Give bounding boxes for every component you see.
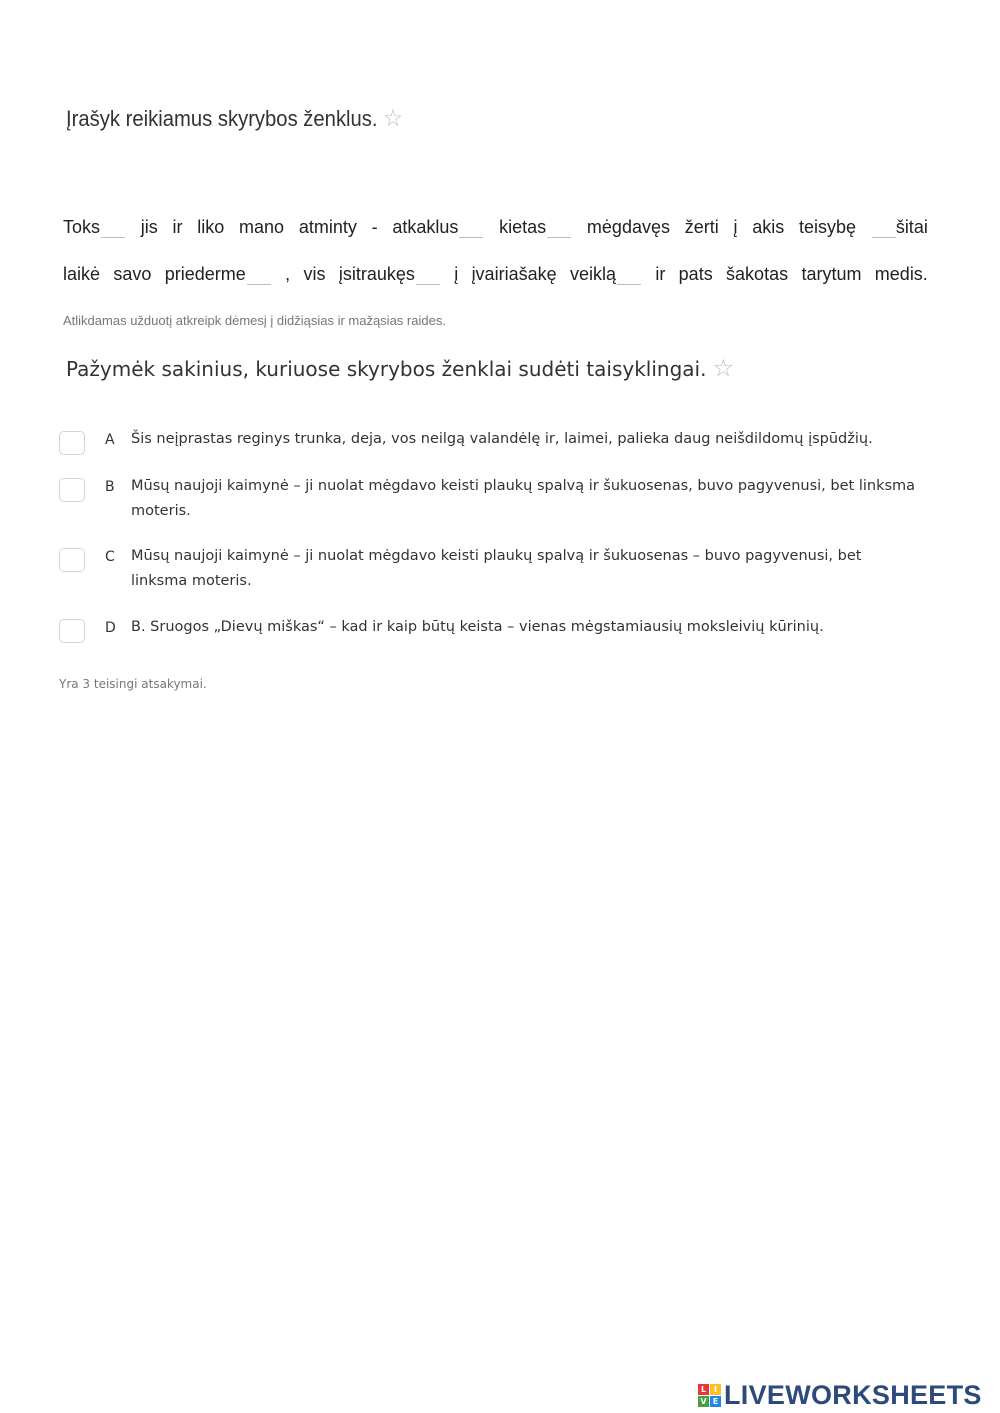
punctuation-blank[interactable] <box>617 264 641 285</box>
sentence-word <box>285 264 290 285</box>
fill-line-1 <box>63 210 928 238</box>
option-text: Mūsų naujoji kaimynė – ji nuolat mėgdavo keisti plaukų spalvą ir šukuosenas, buvo pagyvenusi, bet linksma moteris. <box>131 478 916 519</box>
sentence-word <box>875 264 928 285</box>
sentence-word <box>799 217 856 238</box>
sentence-word <box>734 217 738 238</box>
punctuation-blank[interactable] <box>101 217 125 238</box>
star-icon[interactable]: ☆ <box>383 105 403 132</box>
sentence-word <box>679 264 713 285</box>
word-text: atkaklus <box>392 217 459 237</box>
brand-text: LIVEWORKSHEETS <box>724 1380 982 1410</box>
sentence-word <box>655 264 665 285</box>
option-text: Šis neįprastas reginys trunka, deja, vos neilgą valandėlę ir, laimei, palieka daug neišdildomų įspūdžių. <box>131 431 873 447</box>
word-text: ir <box>172 217 183 237</box>
option-text: Mūsų naujoji kaimynė – ji nuolat mėgdavo keisti plaukų spalvą ir šukuosenas – buvo pagyvenusi, bet linksma moteris. <box>131 548 862 589</box>
logo-cell: I <box>710 1384 721 1395</box>
word-text: ir <box>655 264 666 284</box>
checkbox-c[interactable] <box>59 548 85 572</box>
star-icon[interactable]: ☆ <box>712 354 734 382</box>
sentence-word <box>871 217 928 238</box>
fill-line-2 <box>63 257 928 285</box>
word-text: pats <box>678 264 713 284</box>
sentence-word <box>685 217 719 238</box>
option-letter: B <box>105 479 115 495</box>
checkbox-d[interactable] <box>59 619 85 643</box>
option-c <box>59 549 939 594</box>
option-b <box>59 479 939 524</box>
word-text: mėgdavęs <box>586 217 670 237</box>
word-text: savo <box>113 264 152 284</box>
word-text: vis <box>303 264 326 284</box>
hint-text: Atlikdamas užduotį atkreipk dėmesį į didžiąsias ir mažąsias raides. <box>63 313 446 328</box>
sentence-word <box>372 217 378 238</box>
liveworksheets-logo <box>698 1380 982 1411</box>
logo-grid-icon <box>698 1384 721 1407</box>
word-text: į <box>454 264 459 284</box>
sentence-word <box>141 217 158 238</box>
option-letter: A <box>105 432 115 448</box>
punctuation-blank[interactable] <box>872 217 896 238</box>
word-text: įsitraukęs <box>338 264 415 284</box>
option-a <box>59 432 939 455</box>
word-text: į <box>733 217 738 237</box>
word-text: jis <box>140 217 158 237</box>
word-text: teisybę <box>799 217 857 237</box>
word-text: priederme <box>164 264 246 284</box>
word-text: laikė <box>63 264 101 284</box>
option-text: B. Sruogos „Dievų miškas“ – kad ir kaip būtų keista – vienas mėgstamiausių moksleivių kūrinių. <box>131 619 824 635</box>
word-text: įvairiašakę <box>471 264 557 284</box>
checkbox-b[interactable] <box>59 478 85 502</box>
word-text: tarytum <box>801 264 862 284</box>
option-d <box>59 620 939 643</box>
option-letter: C <box>105 549 115 565</box>
sentence-word <box>472 264 557 285</box>
word-text: šitai <box>895 217 928 237</box>
sentence-word <box>801 264 861 285</box>
word-text: kietas <box>499 217 547 237</box>
sentence-word <box>165 264 272 285</box>
word-text: atminty <box>298 217 357 237</box>
word-text: medis. <box>874 264 928 284</box>
logo-cell: L <box>698 1384 709 1395</box>
sentence-word <box>726 264 788 285</box>
word-text: liko <box>197 217 225 237</box>
sentence-word <box>339 264 441 285</box>
word-text: - <box>371 217 378 237</box>
checkbox-a[interactable] <box>59 431 85 455</box>
option-letter: D <box>105 620 116 636</box>
word-text: žerti <box>684 217 719 237</box>
word-text: veiklą <box>569 264 616 284</box>
word-text: šakotas <box>726 264 789 284</box>
question-2-title-text: Pažymėk sakinius, kuriuose skyrybos ženklai sudėti taisyklingai. <box>66 357 707 381</box>
sentence-word <box>570 264 642 285</box>
sentence-word <box>197 217 224 238</box>
word-text: , <box>285 264 291 284</box>
punctuation-blank[interactable] <box>416 264 440 285</box>
question-1-title <box>66 104 403 133</box>
sentence-word <box>239 217 284 238</box>
sentence-word <box>299 217 357 238</box>
answers-note: Yra 3 teisingi atsakymai. <box>59 677 207 691</box>
punctuation-blank[interactable] <box>459 217 483 238</box>
question-1-title-text: Įrašyk reikiamus skyrybos ženklus. <box>66 106 378 131</box>
sentence-word <box>304 264 326 285</box>
word-text: Toks <box>63 217 101 237</box>
sentence-word <box>587 217 670 238</box>
sentence-word <box>173 217 183 238</box>
punctuation-blank[interactable] <box>547 217 571 238</box>
sentence-word <box>63 264 100 285</box>
sentence-word <box>113 264 151 285</box>
logo-cell: V <box>698 1396 709 1407</box>
question-2-title <box>66 354 734 382</box>
sentence-word <box>392 217 484 238</box>
word-text: mano <box>239 217 285 237</box>
logo-cell: E <box>710 1396 721 1407</box>
punctuation-blank[interactable] <box>247 264 271 285</box>
sentence-word <box>499 217 572 238</box>
sentence-word <box>63 217 126 238</box>
sentence-word <box>454 264 458 285</box>
word-text: akis <box>752 217 785 237</box>
sentence-word <box>752 217 784 238</box>
